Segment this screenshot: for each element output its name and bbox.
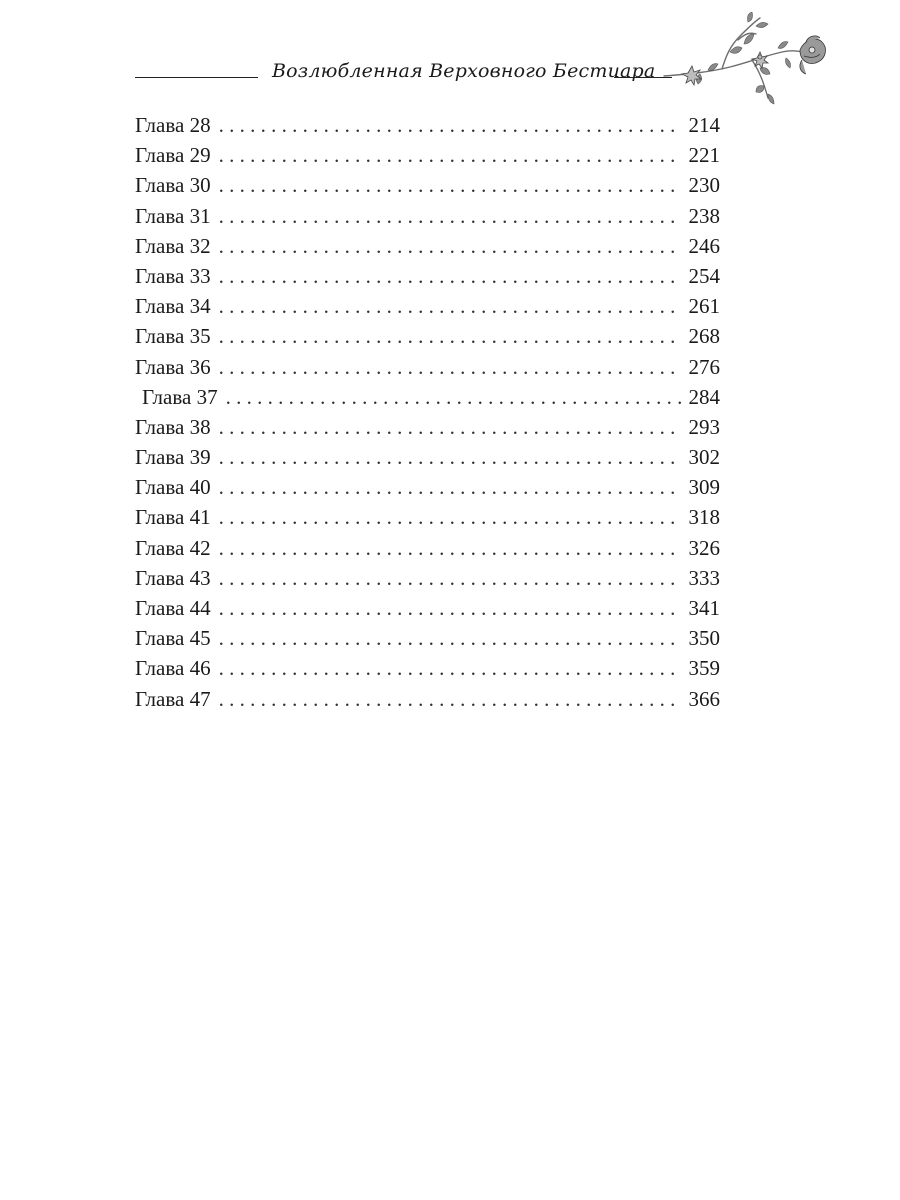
table-of-contents [135,110,720,714]
toc-entry-page: 326 [688,535,720,560]
toc-entry-page: 302 [688,445,720,470]
toc-entry-title: Глава 28 [135,113,211,137]
toc-entry-title: Глава 32 [135,233,211,258]
toc-entry [135,533,720,563]
toc-entry-title: Глава 47 [135,686,211,711]
toc-entry-title: Глава 44 [135,596,211,620]
toc-leader-dots [219,593,681,623]
toc-entry-page: 333 [688,565,720,590]
toc-entry-title: Глава 43 [135,565,211,590]
toc-entry-page: 318 [688,505,720,530]
toc-entry-page: 341 [688,596,720,620]
running-title: Возлюбленная Верховного Бестиара [272,60,656,82]
toc-entry-title: Глава 29 [135,143,211,168]
toc-entry [135,502,720,532]
toc-leader-dots [219,684,681,714]
toc-entry-page: 366 [688,686,720,711]
toc-leader-dots [219,533,681,563]
toc-leader-dots [219,321,681,351]
toc-entry-title: Глава 33 [135,263,211,288]
toc-entry [135,261,720,291]
toc-entry [135,684,720,714]
toc-leader-dots [219,140,681,170]
running-header [0,0,900,110]
toc-entry [135,110,720,140]
toc-leader-dots [219,623,681,653]
toc-entry-title: Глава 37 [142,384,218,409]
toc-entry-title: Глава 41 [135,505,211,530]
toc-entry [135,140,720,170]
floral-vine-icon [660,12,836,108]
toc-entry-page: 268 [688,324,720,349]
toc-entry [135,352,720,382]
toc-leader-dots [219,412,681,442]
toc-entry-page: 261 [688,294,720,319]
toc-entry-title: Глава 39 [135,445,211,470]
toc-entry-page: 359 [688,656,720,681]
header-rule-left [135,77,258,78]
toc-entry [135,231,720,261]
toc-entry-title: Глава 45 [135,626,211,651]
toc-entry-page: 309 [688,475,720,500]
toc-entry-page: 230 [688,173,720,198]
toc-entry-title: Глава 34 [135,294,211,319]
toc-leader-dots [219,442,681,472]
toc-entry-page: 214 [688,113,720,137]
toc-leader-dots [219,352,681,382]
toc-entry-page: 246 [688,233,720,258]
toc-entry-title: Глава 38 [135,414,211,439]
toc-leader-dots [219,261,681,291]
toc-leader-dots [219,170,681,200]
toc-entry [135,321,720,351]
toc-leader-dots [219,472,681,502]
toc-entry [135,442,720,472]
toc-entry [135,201,720,231]
toc-entry [135,412,720,442]
toc-entry-page: 221 [688,143,720,168]
toc-entry [135,563,720,593]
toc-entry-page: 238 [688,203,720,228]
toc-entry [135,472,720,502]
toc-entry-title: Глава 42 [135,535,211,560]
toc-leader-dots [219,291,681,321]
toc-leader-dots [219,201,681,231]
toc-leader-dots [219,653,681,683]
toc-entry-title: Глава 40 [135,475,211,500]
toc-entry [135,653,720,683]
toc-leader-dots [219,502,681,532]
toc-entry-page: 276 [688,354,720,379]
toc-leader-dots [219,563,681,593]
toc-leader-dots [219,110,681,140]
toc-entry-title: Глава 31 [135,203,211,228]
toc-entry [135,382,720,412]
toc-entry-title: Глава 35 [135,324,211,349]
toc-entry [135,291,720,321]
toc-entry [135,593,720,623]
toc-entry-page: 254 [688,263,720,288]
toc-entry-page: 293 [688,414,720,439]
toc-leader-dots [219,231,681,261]
toc-leader-dots [226,382,681,412]
toc-entry-page: 350 [688,626,720,651]
toc-entry-title: Глава 46 [135,656,211,681]
toc-entry-title: Глава 30 [135,173,211,198]
toc-entry-page: 284 [688,384,720,409]
toc-entry [135,623,720,653]
toc-entry [135,170,720,200]
toc-entry-title: Глава 36 [135,354,211,379]
